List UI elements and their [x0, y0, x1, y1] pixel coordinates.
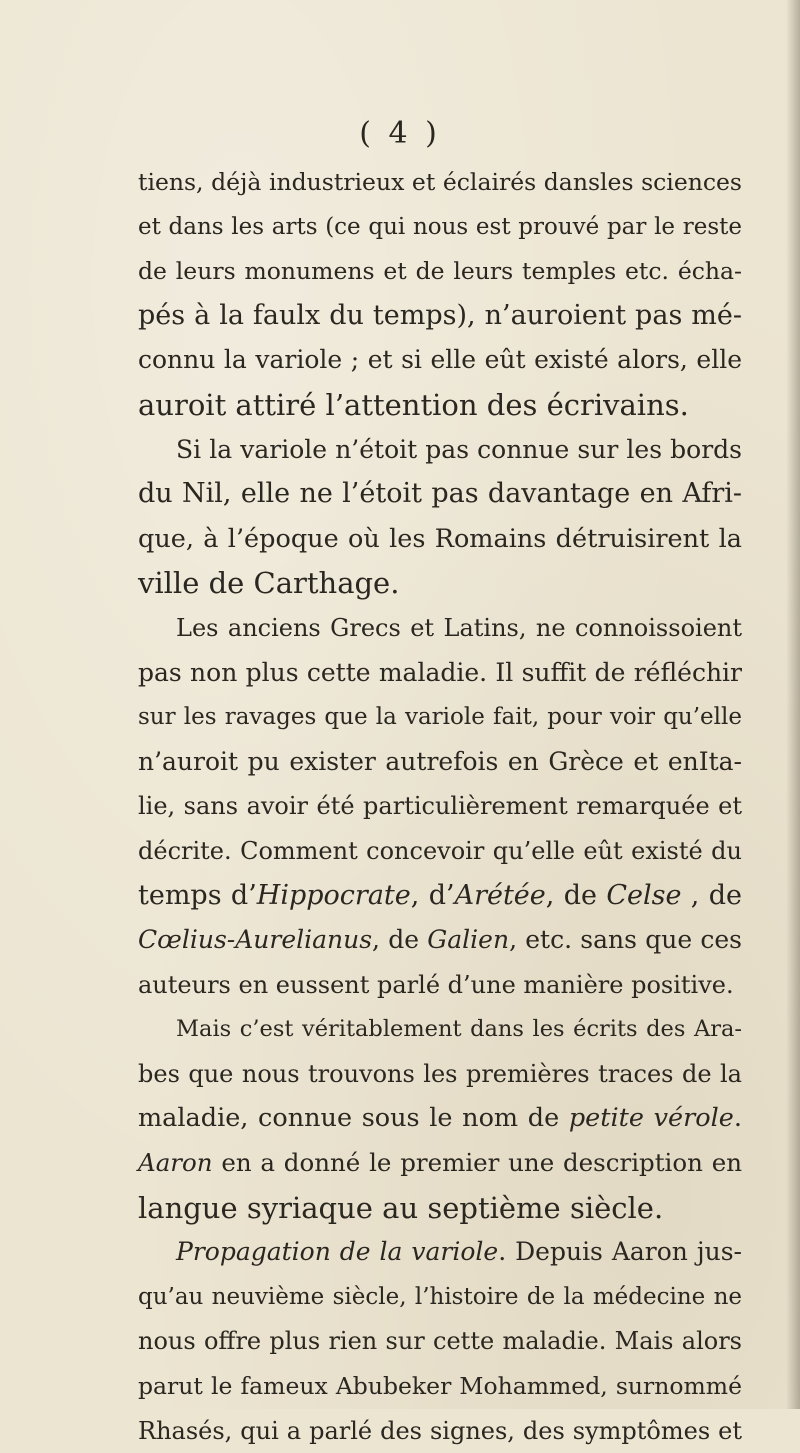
italic-term: petite vérole	[568, 1103, 734, 1134]
text-run: , de	[545, 879, 607, 911]
text-run: temps d’	[138, 879, 257, 911]
text-line	[138, 1141, 742, 1186]
text-line: Si la variole n’étoit pas connue sur les bords	[176, 434, 742, 464]
text-run: , de	[681, 879, 743, 911]
text-line: Les anciens Grecs et Latins, ne connoissoient	[176, 613, 742, 642]
text-line	[138, 918, 742, 963]
text-line: décrite. Comment concevoir qu’elle eût existé du	[138, 836, 742, 865]
text-line	[138, 874, 742, 919]
text-line: sur les ravages que la variole fait, pour voir qu’elle	[138, 704, 742, 731]
text-line: pas non plus cette maladie. Il suffit de réfléchir	[138, 657, 742, 687]
text-line: nous offre plus rien sur cette maladie. Mais alors	[138, 1327, 742, 1356]
text-run: en a donné le premier une description en	[212, 1148, 742, 1178]
text-run: .	[733, 1103, 743, 1134]
page-number: ( 4 )	[359, 116, 441, 151]
italic-name: Celse	[606, 879, 682, 911]
text-run: , de	[372, 925, 428, 955]
text-line: qu’au neuvième siècle, l’histoire de la médecine ne	[138, 1283, 742, 1310]
italic-name: Aaron	[138, 1148, 213, 1178]
text-line	[138, 1096, 742, 1141]
text-line: auteurs en eussent parlé d’une manière positive.	[138, 970, 734, 999]
page-edge-shadow	[786, 0, 800, 1409]
text-line: Mais c’est véritablement dans les écrits des Ara-	[176, 1016, 742, 1043]
text-run: . Depuis Aaron jus-	[498, 1237, 742, 1267]
text-line: que, à l’époque où les Romains détruisirent la	[138, 523, 742, 554]
text-line: auroit attiré l’attention des écrivains.	[138, 387, 689, 422]
text-line: n’auroit pu exister autrefois en Grèce et enIta-	[138, 746, 742, 776]
text-line: et dans les arts (ce qui nous est prouvé par le reste	[138, 213, 742, 240]
text-line: Rhasés, qui a parlé des signes, des symptômes et	[138, 1416, 742, 1445]
italic-name: Galien	[427, 925, 510, 955]
text-line: ville de Carthage.	[138, 566, 400, 601]
italic-name: Hippocrate	[256, 879, 411, 911]
text-line: bes que nous trouvons les premières traces de la	[138, 1059, 742, 1088]
text-line: connu la variole ; et si elle eût existé alors, elle	[138, 345, 742, 375]
body-text	[138, 160, 742, 1453]
text-line: tiens, déjà industrieux et éclairés dansles sciences	[138, 168, 742, 196]
italic-name: Cœlius-Aurelianus	[138, 925, 373, 955]
text-line: du Nil, elle ne l’étoit pas davantage en Afri-	[138, 478, 742, 510]
section-heading: Propagation de la variole	[176, 1237, 499, 1267]
text-run: , etc. sans que ces	[509, 925, 742, 955]
text-run: , d’	[410, 879, 455, 911]
text-line: langue syriaque au septième siècle.	[138, 1190, 664, 1225]
text-line: lie, sans avoir été particulièrement remarquée et	[138, 792, 742, 821]
italic-name: Arétée	[454, 879, 546, 911]
text-line	[138, 1230, 742, 1275]
text-line: de leurs monumens et de leurs temples etc. écha-	[138, 257, 742, 286]
text-line: parut le fameux Abubeker Mohammed, surnommé	[138, 1372, 742, 1401]
text-run: maladie, connue sous le nom de	[138, 1103, 569, 1134]
text-line: pés à la faulx du temps), n’auroient pas mé-	[138, 299, 742, 331]
